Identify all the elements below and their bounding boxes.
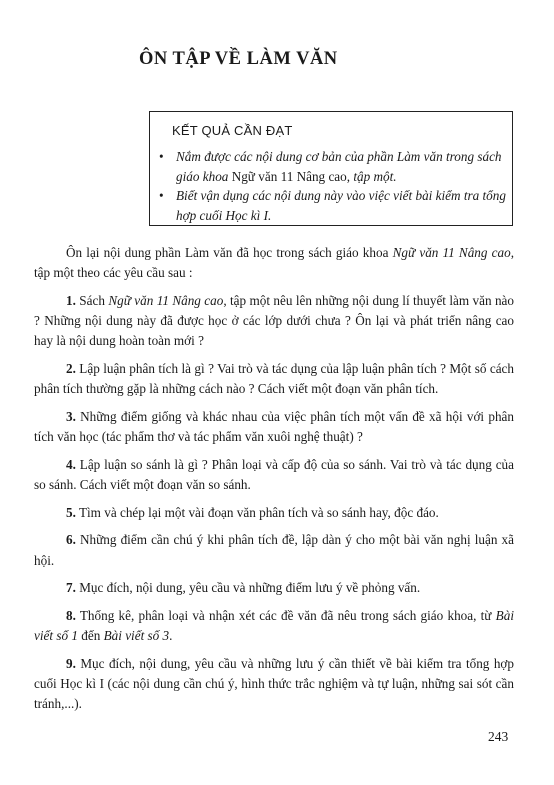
question-item: 5. Tìm và chép lại một vài đoạn văn phân tích và so sánh hay, độc đáo.: [66, 504, 439, 520]
goals-heading: KẾT QUẢ CẦN ĐẠT: [172, 123, 293, 138]
page-number: 243: [488, 729, 509, 744]
question-item: 7. Mục đích, nội dung, yêu cầu và những điểm lưu ý về phỏng vấn.: [66, 580, 421, 596]
goal-item: • Biết vận dụng các nội dung này vào việc viết bài kiểm tra tổng hợp cuối Học kì I.: [159, 188, 506, 223]
question-item: 8. Thống kê, phân loại và nhận xét các đề văn đã nêu trong sách giáo khoa, từ Bài viết số 1 đến Bài viết số 3.: [34, 607, 514, 644]
review-content: [34, 243, 514, 722]
question-item: 1. Sách Ngữ văn 11 Nâng cao, tập một nêu lên những nội dung lí thuyết làm văn nào ? Những nội dung này đã được học ở các lớp dưới chưa ? Ôn lại và phát triển nâng cao hay là nội dung hoàn toàn mới ?: [34, 292, 514, 349]
question-item: 2. Lập luận phân tích là gì ? Vai trò và tác dụng của lập luận phân tích ? Một số cách phân tích thường gặp là những cách nào ? Cách viết một đoạn văn phân tích.: [34, 361, 514, 397]
question-item: 4. Lập luận so sánh là gì ? Phân loại và cấp độ của so sánh. Vai trò và tác dụng của so sánh. Cách viết một đoạn văn so sánh.: [34, 456, 514, 493]
question-item: 3. Những điểm giống và khác nhau của việc phân tích một vấn đề xã hội với phân tích văn học (tác phẩm thơ và tác phẩm văn xuôi nghệ thuật) ?: [34, 408, 514, 445]
bullet-icon: •: [159, 188, 164, 203]
bullet-icon: •: [159, 149, 164, 164]
goal-item: • Nắm được các nội dung cơ bản của phần Làm văn trong sách giáo khoa Ngữ văn 11 Nâng cao, tập một.: [159, 149, 502, 184]
question-item: 6. Những điểm cần chú ý khi phân tích đề, lập dàn ý cho một bài văn nghị luận xã hội.: [34, 532, 514, 568]
page-title: ÔN TẬP VỀ LÀM VĂN: [139, 49, 338, 69]
question-item: 9. Mục đích, nội dung, yêu cầu và những lưu ý cần thiết về bài kiểm tra tổng hợp cuối Học kì I (các nội dung cần chú ý, hình thức trắc nghiệm và tự luận, những sai sót cần tránh,...).: [34, 655, 514, 712]
learning-goals-box: [149, 111, 513, 226]
intro-paragraph: Ôn lại nội dung phần Làm văn đã học trong sách giáo khoa Ngữ văn 11 Nâng cao, tập một theo các yêu cầu sau :: [34, 245, 514, 281]
